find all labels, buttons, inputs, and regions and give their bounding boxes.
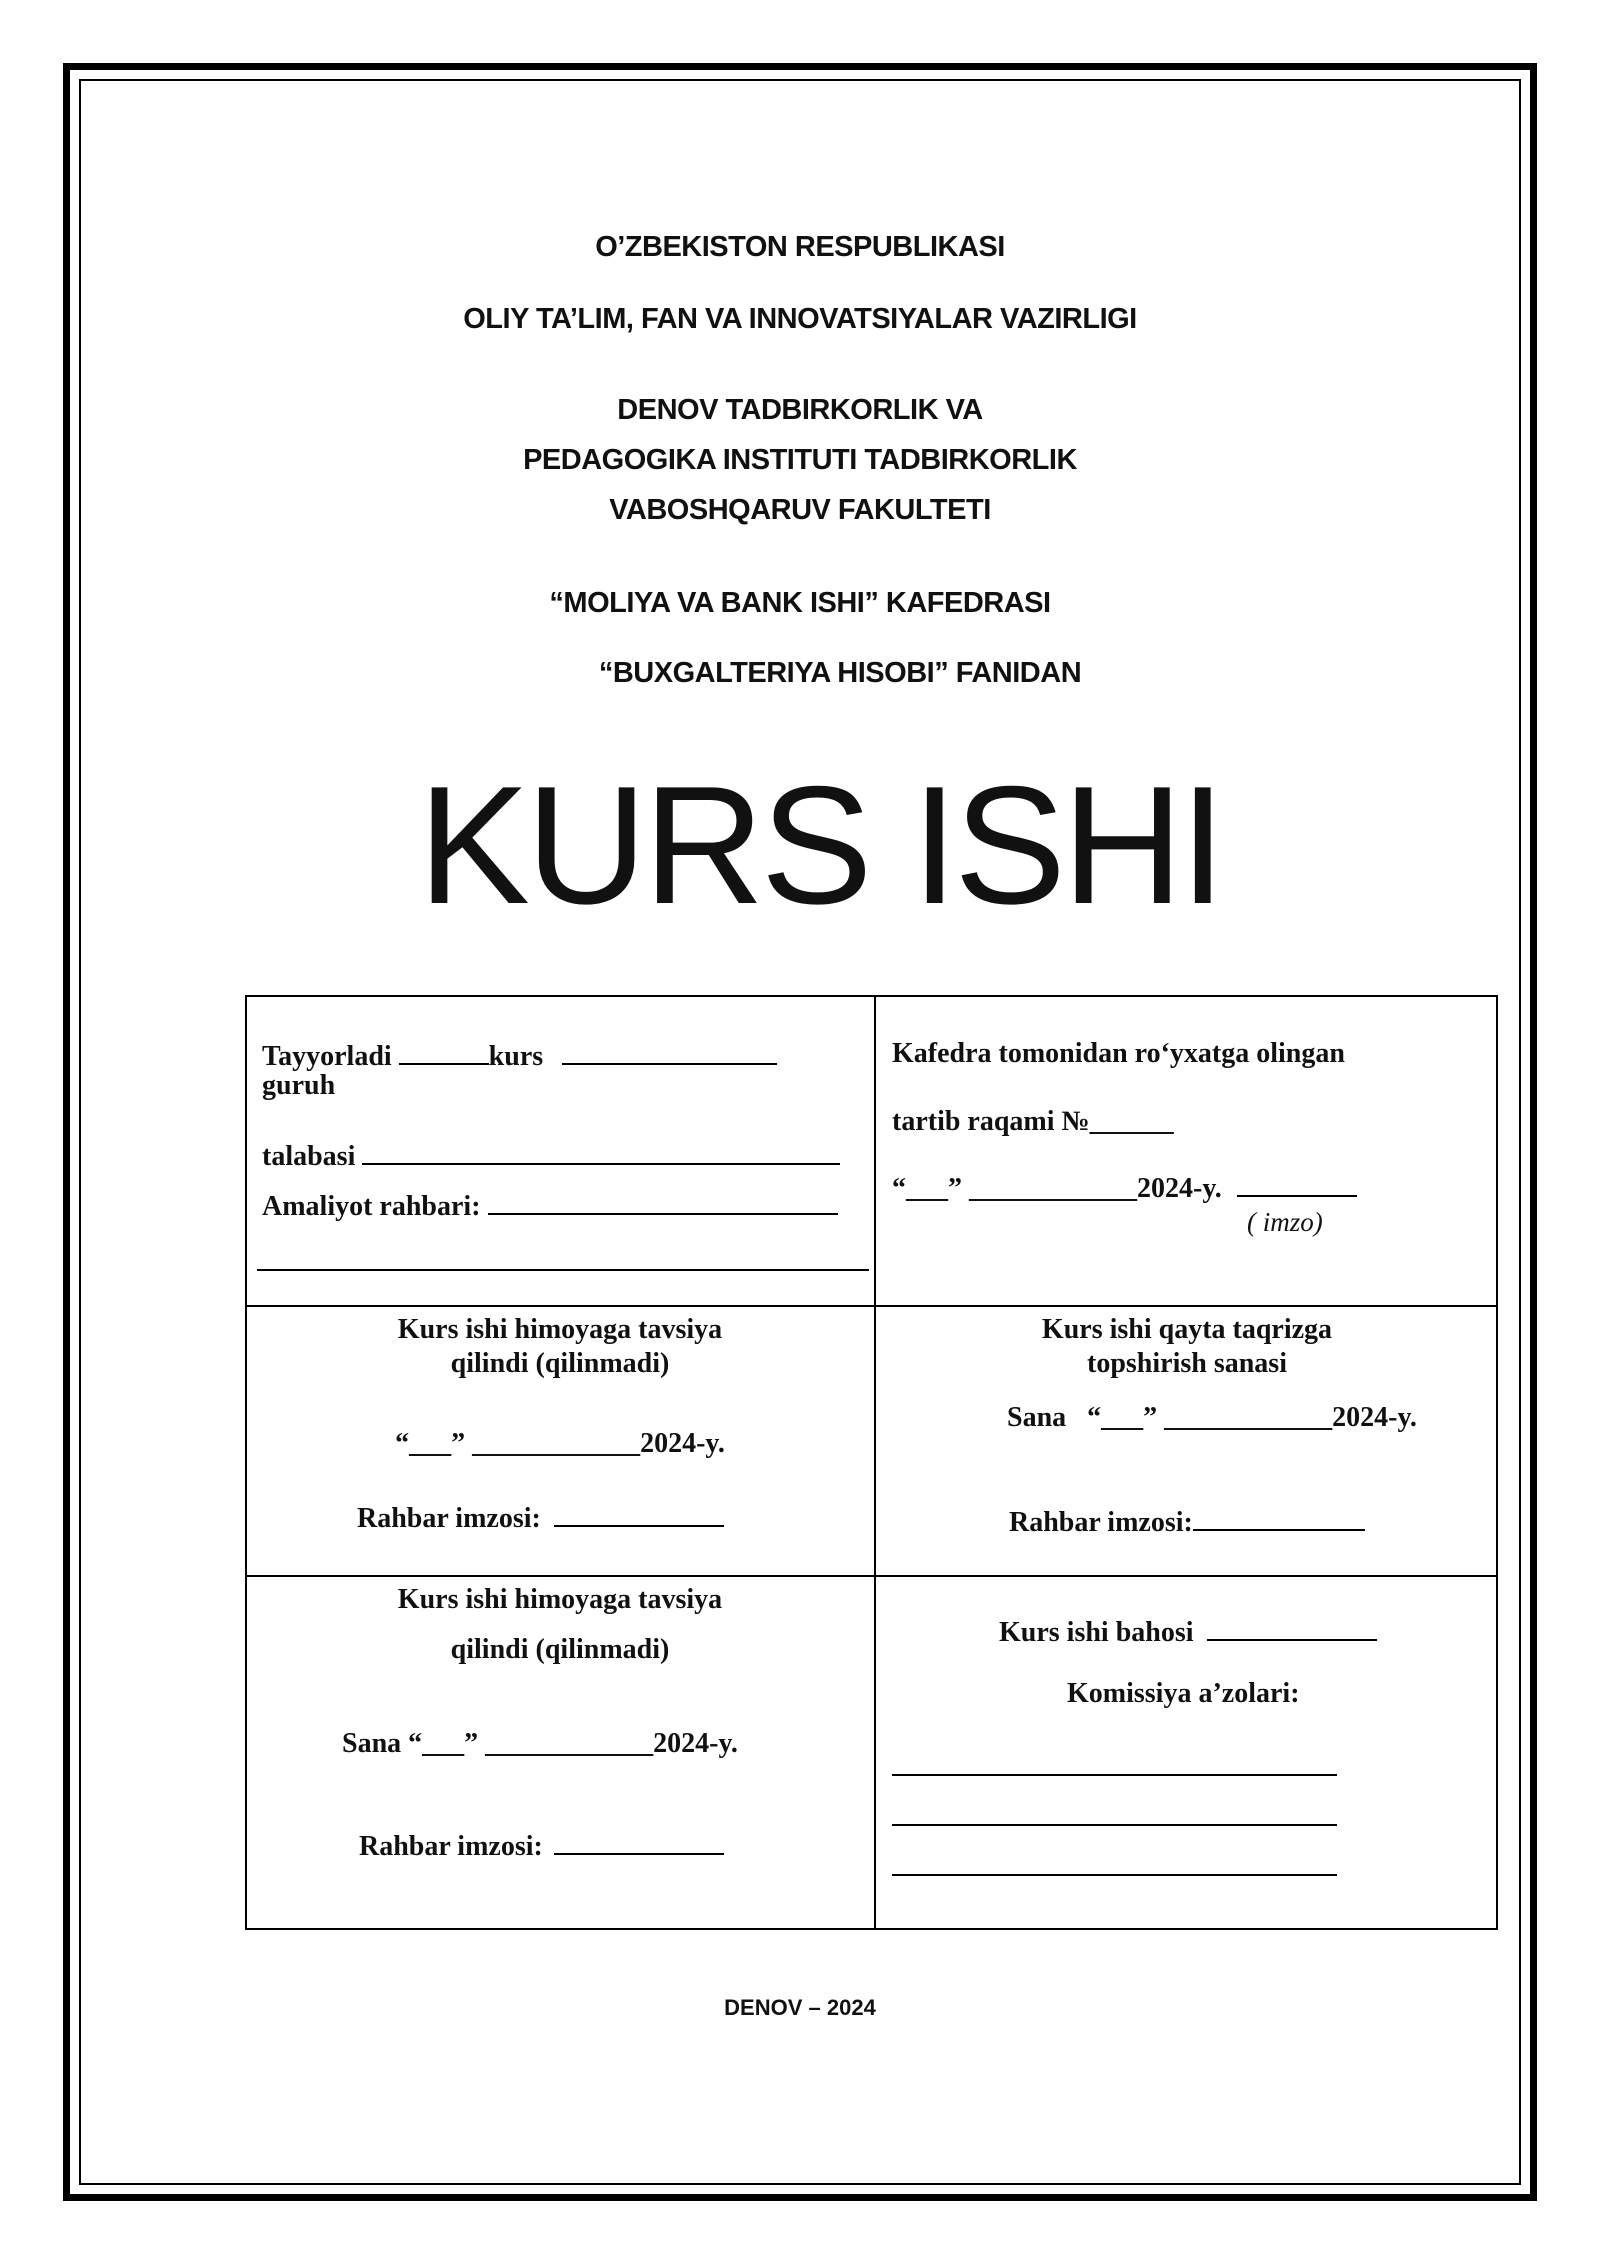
cell6-grade-line (999, 1613, 1377, 1650)
group-label: guruh (262, 1070, 336, 1101)
header-subject: “BUXGALTERIYA HISOBI” FANIDAN (598, 657, 1082, 689)
group-field[interactable] (562, 1037, 777, 1065)
cell4-line2: topshirish sanasi (1087, 1348, 1287, 1379)
registration-signature-field[interactable] (1237, 1169, 1357, 1197)
signature-hint: ( imzo) (1247, 1207, 1323, 1237)
header-institute-line2: PEDAGOGIKA INSTITUTI TADBIRKORLIK (523, 444, 1077, 476)
cell3-line2: qilindi (qilinmadi) (450, 1348, 670, 1379)
cell5-signature-label: Rahbar imzosi: (359, 1831, 543, 1862)
supervisor-extra-line[interactable] (257, 1269, 869, 1271)
grade-field[interactable] (1207, 1613, 1377, 1641)
commission-member-line-2[interactable] (892, 1824, 1337, 1826)
header-institute-line3: VABOSHQARUV FAKULTETI (609, 494, 991, 526)
header-country: O’ZBEKISTON RESPUBLIKASI (595, 231, 1005, 263)
table-divider-vertical (874, 997, 876, 1928)
cell5-signature-field[interactable] (554, 1827, 724, 1855)
document-title: KURS ISHI (417, 751, 1223, 939)
cell3-signature-line (357, 1499, 724, 1536)
cell2-date-line (892, 1169, 1357, 1206)
order-number-field[interactable]: tartib raqami №______ (892, 1106, 1174, 1137)
header-department: “MOLIYA VA BANK ISHI” KAFEDRASI (549, 587, 1051, 619)
supervisor-name-field[interactable] (488, 1187, 838, 1215)
registered-label: Kafedra tomonidan ro‘yxatga olingan (892, 1038, 1345, 1069)
cell4-signature-field[interactable] (1193, 1503, 1365, 1531)
cell4-date-field[interactable]: Sana “___” ____________2024-y. (1007, 1402, 1417, 1433)
cell4-signature-label: Rahbar imzosi: (1009, 1507, 1193, 1538)
cell1-student-line (262, 1137, 840, 1174)
cell3-signature-label: Rahbar imzosi: (357, 1503, 541, 1534)
header-institute-line1: DENOV TADBIRKORLIK VA (617, 394, 983, 426)
registration-date-field[interactable]: “___” ____________2024-y. (892, 1173, 1222, 1204)
cell3-date-field[interactable]: “___” ____________2024-y. (395, 1428, 725, 1459)
footer-city-year: DENOV – 2024 (724, 1995, 876, 2020)
commission-label: Komissiya a’zolari: (1067, 1678, 1300, 1709)
cell5-line1: Kurs ishi himoyaga tavsiya (397, 1584, 723, 1615)
course-number-field[interactable] (399, 1037, 489, 1065)
cell5-date-field[interactable]: Sana “___” ____________2024-y. (342, 1728, 738, 1759)
cell4-signature-line (1009, 1503, 1365, 1540)
commission-member-line-3[interactable] (892, 1874, 1337, 1876)
table-divider-row2 (247, 1575, 1496, 1577)
cell5-line2: qilindi (qilinmadi) (450, 1634, 670, 1665)
cell3-line1: Kurs ishi himoyaga tavsiya (397, 1314, 723, 1345)
header-ministry: OLIY TA’LIM, FAN VA INNOVATSIYALAR VAZIRLIGI (463, 303, 1137, 335)
grade-label: Kurs ishi bahosi (999, 1617, 1194, 1648)
cell3-signature-field[interactable] (554, 1499, 724, 1527)
student-name-field[interactable] (362, 1137, 840, 1165)
cell4-line1: Kurs ishi qayta taqrizga (1041, 1314, 1333, 1345)
course-label: kurs (488, 1041, 544, 1072)
supervisor-label: Amaliyot rahbari: (262, 1191, 481, 1222)
cell1-supervisor-line (262, 1187, 838, 1224)
prepared-label: Tayyorladi (262, 1041, 392, 1072)
table-divider-row1 (247, 1305, 1496, 1307)
form-table (245, 995, 1498, 1930)
student-label: talabasi (262, 1141, 356, 1172)
cell5-signature-line (359, 1827, 724, 1864)
commission-member-line-1[interactable] (892, 1774, 1337, 1776)
cell1-prepared-line (262, 1037, 777, 1074)
